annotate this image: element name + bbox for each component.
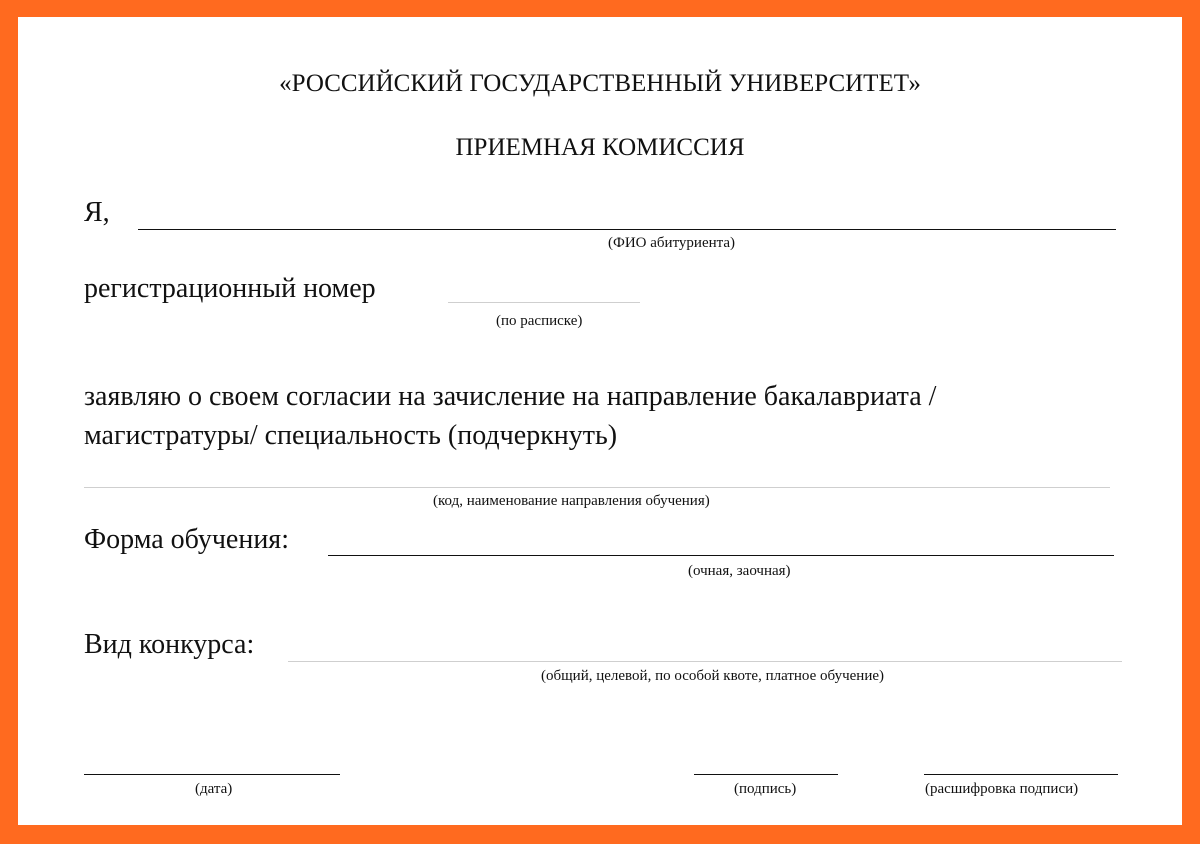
statement-line-2: магистратуры/ специальность (подчеркнуть) (84, 420, 618, 451)
date-caption: (дата) (195, 781, 233, 797)
applicant-prefix: Я, (84, 197, 110, 228)
direction-field[interactable] (84, 487, 1110, 488)
study-form-caption: (очная, заочная) (688, 563, 791, 579)
signature-decoding-caption: (расшифровка подписи) (925, 781, 1079, 797)
signature-decoding-field[interactable] (924, 774, 1118, 775)
commission-title: ПРИЕМНАЯ КОМИССИЯ (455, 134, 745, 161)
signature-caption: (подпись) (734, 781, 797, 797)
competition-label: Вид конкурса: (84, 629, 255, 660)
statement-line-1: заявляю о своем согласии на зачисление на направление бакалавриата / (84, 381, 937, 412)
study-form-field[interactable] (328, 555, 1114, 556)
competition-caption: (общий, целевой, по особой квоте, платное обучение) (541, 668, 884, 684)
study-form-label: Форма обучения: (84, 524, 289, 555)
competition-field[interactable] (288, 661, 1122, 662)
university-title: «РОССИЙСКИЙ ГОСУДАРСТВЕННЫЙ УНИВЕРСИТЕТ» (279, 70, 921, 97)
applicant-name-caption: (ФИО абитуриента) (608, 235, 736, 251)
consent-form-sheet (18, 17, 1182, 825)
direction-caption: (код, наименование направления обучения) (433, 493, 710, 509)
registration-number-field[interactable] (448, 302, 640, 303)
date-field[interactable] (84, 774, 340, 775)
signature-field[interactable] (694, 774, 838, 775)
registration-label: регистрационный номер (84, 273, 376, 304)
registration-caption: (по расписке) (496, 313, 583, 329)
applicant-name-field[interactable] (138, 229, 1116, 230)
